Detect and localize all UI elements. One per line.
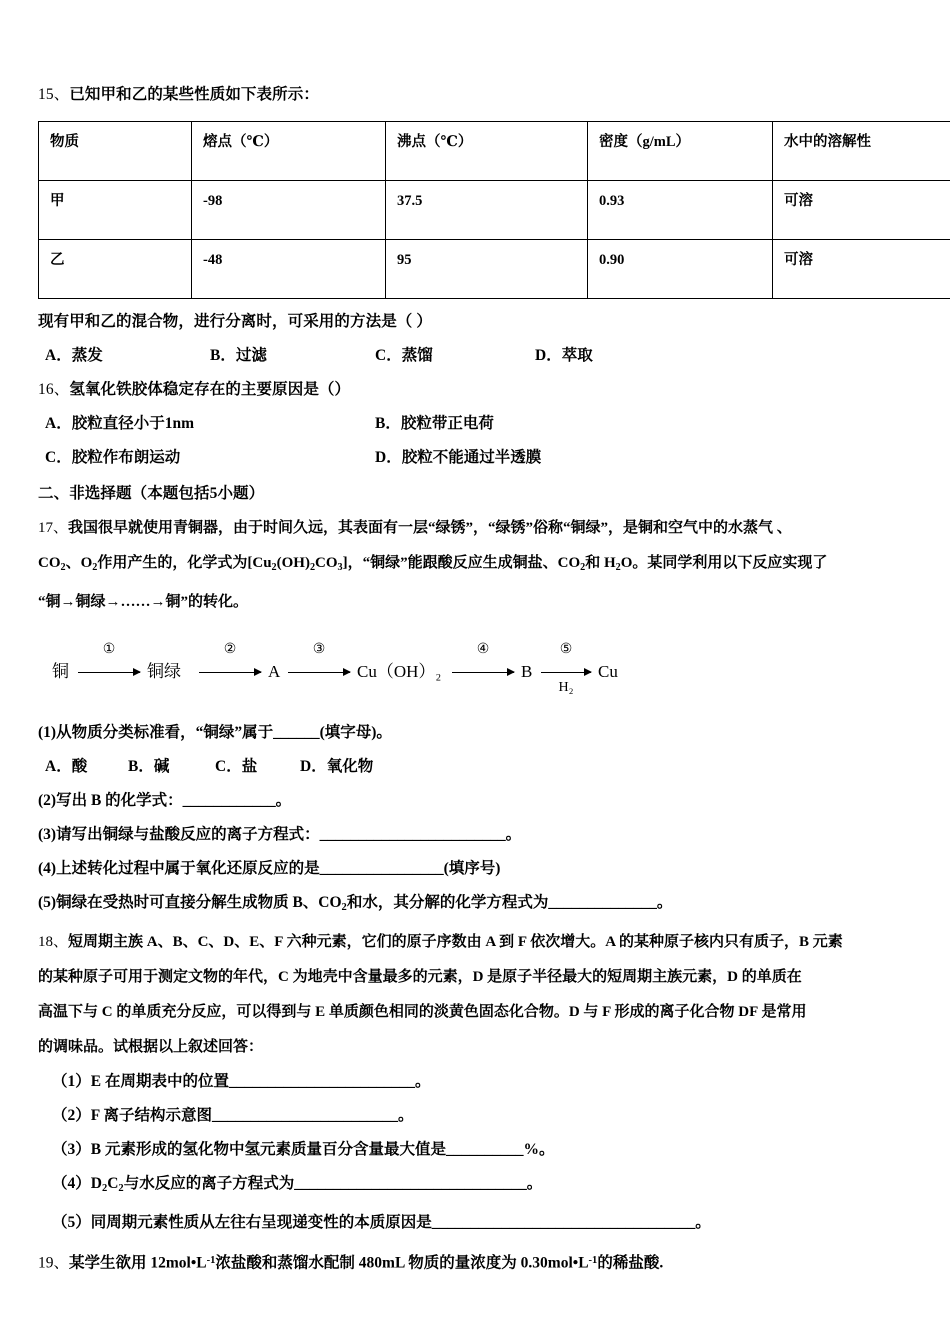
scheme-node-copper-final: Cu — [598, 661, 618, 681]
scheme-node-patina: 铜绿 — [147, 661, 181, 681]
question-18-sub-3 — [38, 1133, 912, 1167]
q18-sub3-label: （3）B 元素形成的氢化物中氢元素质量百分含量最大值是 — [52, 1140, 446, 1158]
question-16-options-row-2 — [38, 441, 912, 475]
question-15-option-d[interactable]: D．萃取 — [535, 347, 593, 364]
cell-substance: 甲 — [39, 181, 192, 240]
scheme-node-b: B — [521, 661, 533, 681]
table-header-solubility: 水中的溶解性 — [773, 122, 950, 181]
question-16-options-row-1 — [38, 407, 912, 441]
q19-text-b: 浓盐酸和蒸馏水配制 480mL 物质的量浓度为 0.30mol•L — [215, 1254, 589, 1272]
q18-sub2-period: 。 — [398, 1106, 414, 1124]
table-header-melting-point: 熔点（℃） — [192, 122, 386, 181]
question-17-option-d[interactable]: D．氧化物 — [300, 757, 374, 775]
question-16-stem — [38, 373, 912, 407]
scheme-node-copper-hydroxide: Cu（OH）₂ — [357, 661, 442, 681]
question-17-text-1: 我国很早就使用青铜器，由于时间久远，其表面有一层“绿锈”，“绿锈”俗称“铜绿”，是铜和空气中的水蒸气 、 — [68, 520, 792, 536]
question-17-sub-2 — [38, 784, 912, 818]
cell-boiling-point: 95 — [386, 240, 588, 299]
cell-substance: 乙 — [39, 240, 192, 299]
question-15-option-c[interactable]: C．蒸馏 — [375, 347, 433, 364]
q18-sub1-label: （1）E 在周期表中的位置 — [52, 1072, 229, 1090]
table-row — [39, 181, 950, 240]
question-18-paragraph-line-2: 的某种原子可用于测定文物的年代，C 为地壳中含量最多的元素，D 是原子半径最大的短周期主族元素，D 的单质在 — [38, 968, 802, 985]
q19-text-c: 的稀盐酸. — [597, 1254, 664, 1272]
question-15-number: 15、 — [38, 86, 70, 103]
table-header-substance: 物质 — [39, 122, 192, 181]
q17-l2-f: ]，“铜绿”能跟酸反应生成铜盐、CO — [342, 555, 581, 571]
question-17-paragraph-line-1 — [38, 511, 912, 546]
scheme-node-a: A — [268, 661, 281, 681]
q18-sub4-answer-blank[interactable]: ______________________________ — [294, 1174, 527, 1192]
q17-l2-sub7: 2 — [615, 561, 621, 573]
table-header-row — [39, 122, 950, 181]
q17-sub5-label-a: (5)铜绿在受热时可直接分解生成物质 B、CO — [38, 893, 342, 911]
q17-sub2-answer-blank[interactable]: ____________ — [182, 791, 276, 809]
scheme-condition-hydrogen: H₂ — [558, 679, 574, 695]
question-18-paragraph-line-3: 高温下与 C 的单质充分反应，可以得到与 E 单质颜色相同的淡黄色固态化合物。D 与 F 形成的离子化合物 DF 是常用 — [38, 1003, 807, 1020]
cell-boiling-point: 37.5 — [386, 181, 588, 240]
cell-solubility: 可溶 — [773, 181, 950, 240]
q17-l2-sub2: 2 — [92, 561, 98, 573]
reaction-scheme-diagram — [52, 636, 912, 710]
q18-sub3-answer-blank[interactable]: __________ — [445, 1140, 524, 1158]
question-18-sub-2 — [38, 1099, 912, 1133]
q17-sub2-period: 。 — [275, 791, 292, 809]
q17-sub4-label: (4)上述转化过程中属于氧化还原反应的是 — [38, 859, 320, 877]
q18-sub5-label: （5）同周期元素性质从左往右呈现递变性的本质原因是 — [52, 1213, 432, 1231]
q18-sub1-answer-blank[interactable]: ________________________ — [228, 1072, 415, 1090]
question-17-sub-3 — [38, 818, 912, 852]
question-16-option-b[interactable]: B．胶粒带正电荷 — [375, 415, 494, 432]
question-18-paragraph-line-4: 的调味品。试根据以上叙述回答： — [38, 1038, 264, 1055]
q17-l2-b: 、O — [65, 555, 93, 571]
q17-sub5-answer-blank[interactable]: ______________ — [548, 893, 657, 911]
q17-l2-d: (OH) — [276, 555, 310, 571]
q17-l2-a: CO — [38, 555, 61, 571]
q17-l2-e: CO — [315, 555, 338, 571]
question-17-option-b[interactable]: B．碱 — [128, 757, 170, 775]
cell-density: 0.90 — [588, 240, 773, 299]
q18-sub4-subscript-2: 2 — [118, 1182, 124, 1194]
q18-sub2-label: （2）F 离子结构示意图 — [52, 1106, 213, 1124]
q17-l2-sub3: 2 — [271, 561, 277, 573]
question-15-option-a[interactable]: A．蒸发 — [45, 347, 103, 364]
q18-sub1-period: 。 — [414, 1072, 431, 1090]
q17-l2-h: O。某同学利用以下反应实现了 — [620, 555, 828, 571]
scheme-node-copper: 铜 — [52, 661, 69, 681]
q17-sub3-answer-blank[interactable]: ________________________ — [319, 825, 506, 843]
question-19 — [38, 1244, 912, 1281]
q19-superscript-b: -1 — [588, 1254, 598, 1266]
question-15-options — [38, 339, 912, 373]
scheme-step-3: ③ — [312, 641, 326, 657]
scheme-step-1: ① — [102, 641, 116, 657]
question-18-text-1: 短周期主族 A、B、C、D、E、F 六种元素，它们的原子序数由 A 到 F 依次增大。A 的某种原子核内只有质子，B 元素 — [68, 933, 843, 950]
section-2-title: 二、非选择题（本题包括5小题） — [38, 485, 265, 502]
question-16-option-d[interactable]: D．胶粒不能通过半透膜 — [375, 449, 542, 466]
question-17-sub-5 — [38, 886, 912, 925]
table-header-density: 密度（g/mL） — [588, 122, 773, 181]
question-17-sub-1-options — [38, 750, 912, 784]
cell-melting-point: -98 — [192, 181, 386, 240]
q19-text-a: 某学生欲用 12mol•L — [69, 1254, 207, 1272]
q18-sub3-unit: %。 — [523, 1140, 555, 1158]
question-18-number: 18、 — [38, 933, 69, 950]
q17-sub5-label-b: 和水，其分解的化学方程式为 — [346, 893, 549, 911]
q17-sub4-answer-blank[interactable]: ________________ — [319, 859, 444, 877]
q17-sub4-hint: (填序号) — [443, 859, 501, 877]
q17-l2-g: 和 H — [585, 555, 616, 571]
cell-melting-point: -48 — [192, 240, 386, 299]
q18-sub2-answer-blank[interactable]: ________________________ — [212, 1106, 399, 1124]
question-19-number: 19、 — [38, 1254, 70, 1272]
q18-sub4-period: 。 — [526, 1174, 543, 1192]
q17-sub2-label: (2)写出 B 的化学式： — [38, 791, 183, 809]
question-18-sub-4 — [38, 1167, 912, 1206]
question-17-paragraph-line-3: “铜→铜绿→……→铜”的转化。 — [38, 593, 249, 610]
scheme-step-5: ⑤ — [559, 641, 573, 657]
page-content — [38, 78, 912, 1280]
q18-sub4-label-c: 与水反应的离子方程式为 — [123, 1174, 295, 1192]
q19-superscript-a: -1 — [206, 1254, 216, 1266]
q17-l2-sub5: 3 — [337, 561, 343, 573]
question-15-stem — [38, 78, 912, 112]
question-15-prompt: 现有甲和乙的混合物，进行分离时，可采用的方法是（ ） — [38, 313, 432, 330]
question-16-option-c[interactable]: C．胶粒作布朗运动 — [45, 449, 181, 466]
q17-sub3-period: 。 — [505, 825, 522, 843]
question-16-option-a[interactable]: A．胶粒直径小于1nm — [45, 415, 194, 432]
q17-l2-c: 作用产生的，化学式为[Cu — [97, 555, 272, 571]
question-17-number: 17、 — [38, 520, 69, 536]
cell-density: 0.93 — [588, 181, 773, 240]
q17-l2-sub4: 2 — [309, 561, 316, 573]
q18-sub5-period: 。 — [695, 1213, 711, 1231]
q18-sub4-label-a: （4）D — [52, 1174, 102, 1192]
question-17-sub-4 — [38, 852, 912, 886]
properties-table — [38, 121, 950, 299]
question-18-sub-1 — [38, 1065, 912, 1099]
q17-sub3-label: (3)请写出铜绿与盐酸反应的离子方程式： — [38, 825, 320, 843]
question-16-stem-text: 氢氧化铁胶体稳定存在的主要原因是（） — [69, 381, 351, 398]
question-17-option-c[interactable]: C．盐 — [215, 757, 258, 775]
q18-sub5-answer-blank[interactable]: __________________________________ — [431, 1213, 696, 1231]
scheme-step-2: ② — [223, 641, 237, 657]
question-16-number: 16、 — [38, 381, 70, 398]
scheme-step-4: ④ — [476, 641, 490, 657]
cell-solubility: 可溶 — [773, 240, 950, 299]
question-18-paragraph-line-1 — [38, 925, 912, 960]
question-15-option-b[interactable]: B．过滤 — [210, 347, 267, 364]
question-18-sub-5 — [38, 1206, 912, 1240]
question-17-sub-1: (1)从物质分类标准看，“铜绿”属于______(填字母)。 — [38, 723, 392, 741]
q17-sub5-subscript: 2 — [341, 901, 347, 913]
table-header-boiling-point: 沸点（℃） — [386, 122, 588, 181]
q18-sub4-subscript-1: 2 — [101, 1182, 108, 1194]
q17-l2-sub1: 2 — [60, 561, 66, 573]
table-row — [39, 240, 950, 299]
question-17-option-a[interactable]: A．酸 — [45, 757, 88, 775]
q17-sub5-period: 。 — [656, 893, 673, 911]
q18-sub4-label-b: C — [107, 1174, 119, 1192]
q17-l2-sub6: 2 — [580, 561, 586, 573]
question-17-paragraph-line-2 — [38, 546, 912, 585]
question-15-stem-text: 已知甲和乙的某些性质如下表所示： — [69, 86, 319, 103]
